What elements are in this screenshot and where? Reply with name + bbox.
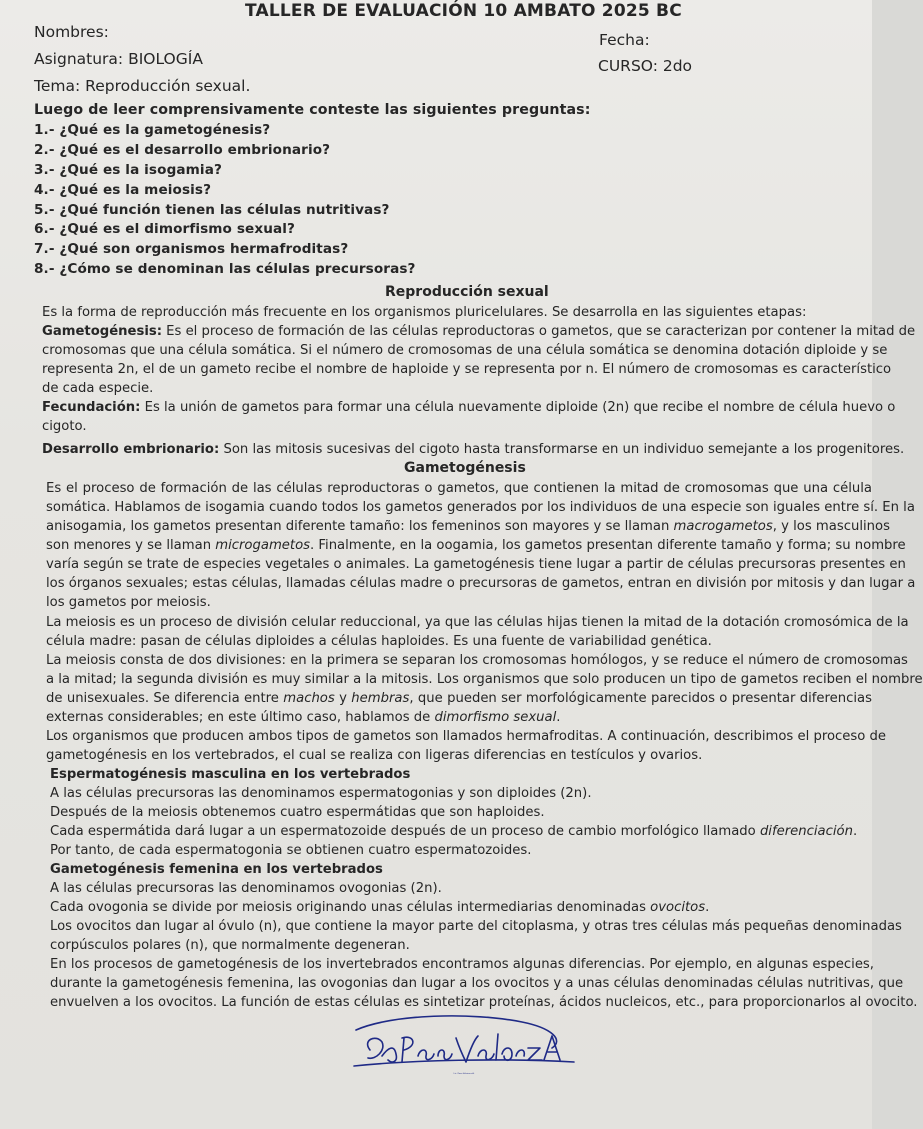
desarrollo-term: Desarrollo embrionario: [42,442,220,457]
paragraph-line: La meiosis consta de dos divisiones: en la primera se separan los cromosomas homólogos, y se reduce el número de cromosomas [46,653,908,668]
gametogenesis-definition-line: Gametogénesis: Es el proceso de formación de las células reproductoras o gametos, que se caracterizan por contener la mitad de [42,324,916,339]
question-4: 4.- ¿Qué es la meiosis? [34,182,212,198]
question-7: 7.- ¿Qué son organismos hermafroditas? [34,241,349,257]
paragraph-line: corpúsculos polares (n), que normalmente degeneran. [50,938,410,953]
question-8: 8.- ¿Cómo se denominan las células precursoras? [34,261,416,277]
paragraph-line: de cada especie. [42,381,154,396]
paragraph-line: envuelven a los ovocitos. La función de estas células es sintetizar proteínas, ácidos nucleicos, etc., para proporcionarlos al ovocito. [50,995,918,1010]
subject-label: Asignatura: BIOLOGÍA [34,50,203,68]
paragraph-line: a la mitad; la segunda división es muy similar a la mitosis. Los organismos que solo producen un tipo de gametos reciben el nombre [46,672,923,687]
question-5: 5.- ¿Qué función tienen las células nutritivas? [34,202,390,218]
paragraph-line: gametogénesis en los vertebrados, el cual se realiza con ligeras diferencias en testículos y ovarios. [46,748,703,763]
paragraph-line: son menores y se llaman microgametos. Finalmente, en la oogamia, los gametos presentan diferente tamaño y forma; su nombre [46,538,906,553]
paragraph-line: Los ovocitos dan lugar al óvulo (n), que contiene la mayor parte del citoplasma, y otras tres células más pequeñas denominadas [50,919,902,934]
teacher-signature [352,1010,577,1076]
paragraph-line: representa 2n, el de un gameto recibe el nombre de haploide y se representa por n. El número de cromosomas es característico [42,362,892,377]
paragraph-line: Por tanto, de cada espermatogonia se obtienen cuatro espermatozoides. [50,843,532,858]
subheading-gametogenesis-femenina: Gametogénesis femenina en los vertebrados [50,862,383,877]
paragraph-line: Cada espermátida dará lugar a un espermatozoide después de un proceso de cambio morfológico llamado diferenciación. [50,824,858,839]
paragraph-line: externas considerables; en este último caso, hablamos de dimorfismo sexual. [46,710,561,725]
instructions-text: Luego de leer comprensivamente conteste las siguientes preguntas: [34,102,591,118]
paragraph-line: anisogamia, los gametos presentan diferente tamaño: los femeninos son mayores y se llaman macrogametos, y los masculinos [46,519,890,534]
paragraph-line: La meiosis es un proceso de división celular reduccional, ya que las células hijas tienen la mitad de la dotación cromosómica de la [46,615,909,630]
paragraph-line: durante la gametogénesis femenina, las ovogonias dan lugar a los ovocitos y a unas células denominadas células nutritivas, que [50,976,904,991]
signature-text: Lic. Paco Valcónez A. [453,1073,475,1075]
question-1: 1.- ¿Qué es la gametogénesis? [34,122,271,138]
section-heading-reproduccion: Reproducción sexual [385,284,549,300]
question-3: 3.- ¿Qué es la isogamia? [34,162,222,178]
paragraph-line: somática. Hablamos de isogamia cuando todos los gametos generados por los individuos de una especie son iguales entre sí. En la [46,500,915,515]
paragraph-line: Los organismos que producen ambos tipos de gametos son llamados hermafroditas. A continuación, describimos el proceso de [46,729,886,744]
date-field-label: Fecha: [599,31,650,49]
paragraph-line: Después de la meiosis obtenemos cuatro espermátidas que son haploides. [50,805,545,820]
intro-paragraph: Es la forma de reproducción más frecuente en los organismos pluricelulares. Se desarrolla en las siguientes etapas: [42,305,807,320]
paragraph-line: varía según se trate de especies vegetales o animales. La gametogénesis tiene lugar a partir de células precursoras presentes en [46,557,906,572]
paragraph-line: cigoto. [42,419,87,434]
paragraph-line: A las células precursoras las denominamos espermatogonias y son diploides (2n). [50,786,592,801]
paragraph-line: célula madre: pasan de células diploides a células haploides. Es una fuente de variabilidad genética. [46,634,712,649]
paragraph-line: cromosomas que una célula somática. Si el número de cromosomas de una célula somática se denomina dotación diploide y se [42,343,888,358]
paragraph-line: de unisexuales. Se diferencia entre machos y hembras, que pueden ser morfológicamente parecidos o presentar diferencias [46,691,872,706]
names-field-label: Nombres: [34,23,109,41]
topic-label: Tema: Reproducción sexual. [34,77,251,95]
subheading-espermatogenesis: Espermatogénesis masculina en los vertebrados [50,767,411,782]
paragraph-line: los órganos sexuales; estas células, llamadas células madre o precursoras de gametos, entran en división por mitosis y dan lugar a [46,576,916,591]
paragraph-line: los gametos por meiosis. [46,595,211,610]
desarrollo-definition-line: Desarrollo embrionario: Son las mitosis sucesivas del cigoto hasta transformarse en un individuo semejante a los progenitores. [42,442,905,457]
question-2: 2.- ¿Qué es el desarrollo embrionario? [34,142,331,158]
worksheet-title: TALLER DE EVALUACIÓN 10 AMBATO 2025 BC [245,1,682,21]
paragraph-line: A las células precursoras las denominamos ovogonias (2n). [50,881,442,896]
course-label: CURSO: 2do [598,57,693,75]
paragraph-line: Cada ovogonia se divide por meiosis originando unas células intermediarias denominadas ovocitos. [50,900,710,915]
question-6: 6.- ¿Qué es el dimorfismo sexual? [34,221,295,237]
paragraph-line: En los procesos de gametogénesis de los invertebrados encontramos algunas diferencias. Por ejemplo, en algunas especies, [50,957,874,972]
gametogenesis-term: Gametogénesis: [42,324,162,339]
fecundacion-definition-line: Fecundación: Es la unión de gametos para formar una célula nuevamente diploide (2n) que recibe el nombre de célula huevo o [42,400,896,415]
section-heading-gametogenesis: Gametogénesis [404,460,526,476]
fecundacion-term: Fecundación: [42,400,141,415]
paragraph-line: Es el proceso de formación de las células reproductoras o gametos, que contienen la mitad de cromosomas que una célula [46,481,872,496]
